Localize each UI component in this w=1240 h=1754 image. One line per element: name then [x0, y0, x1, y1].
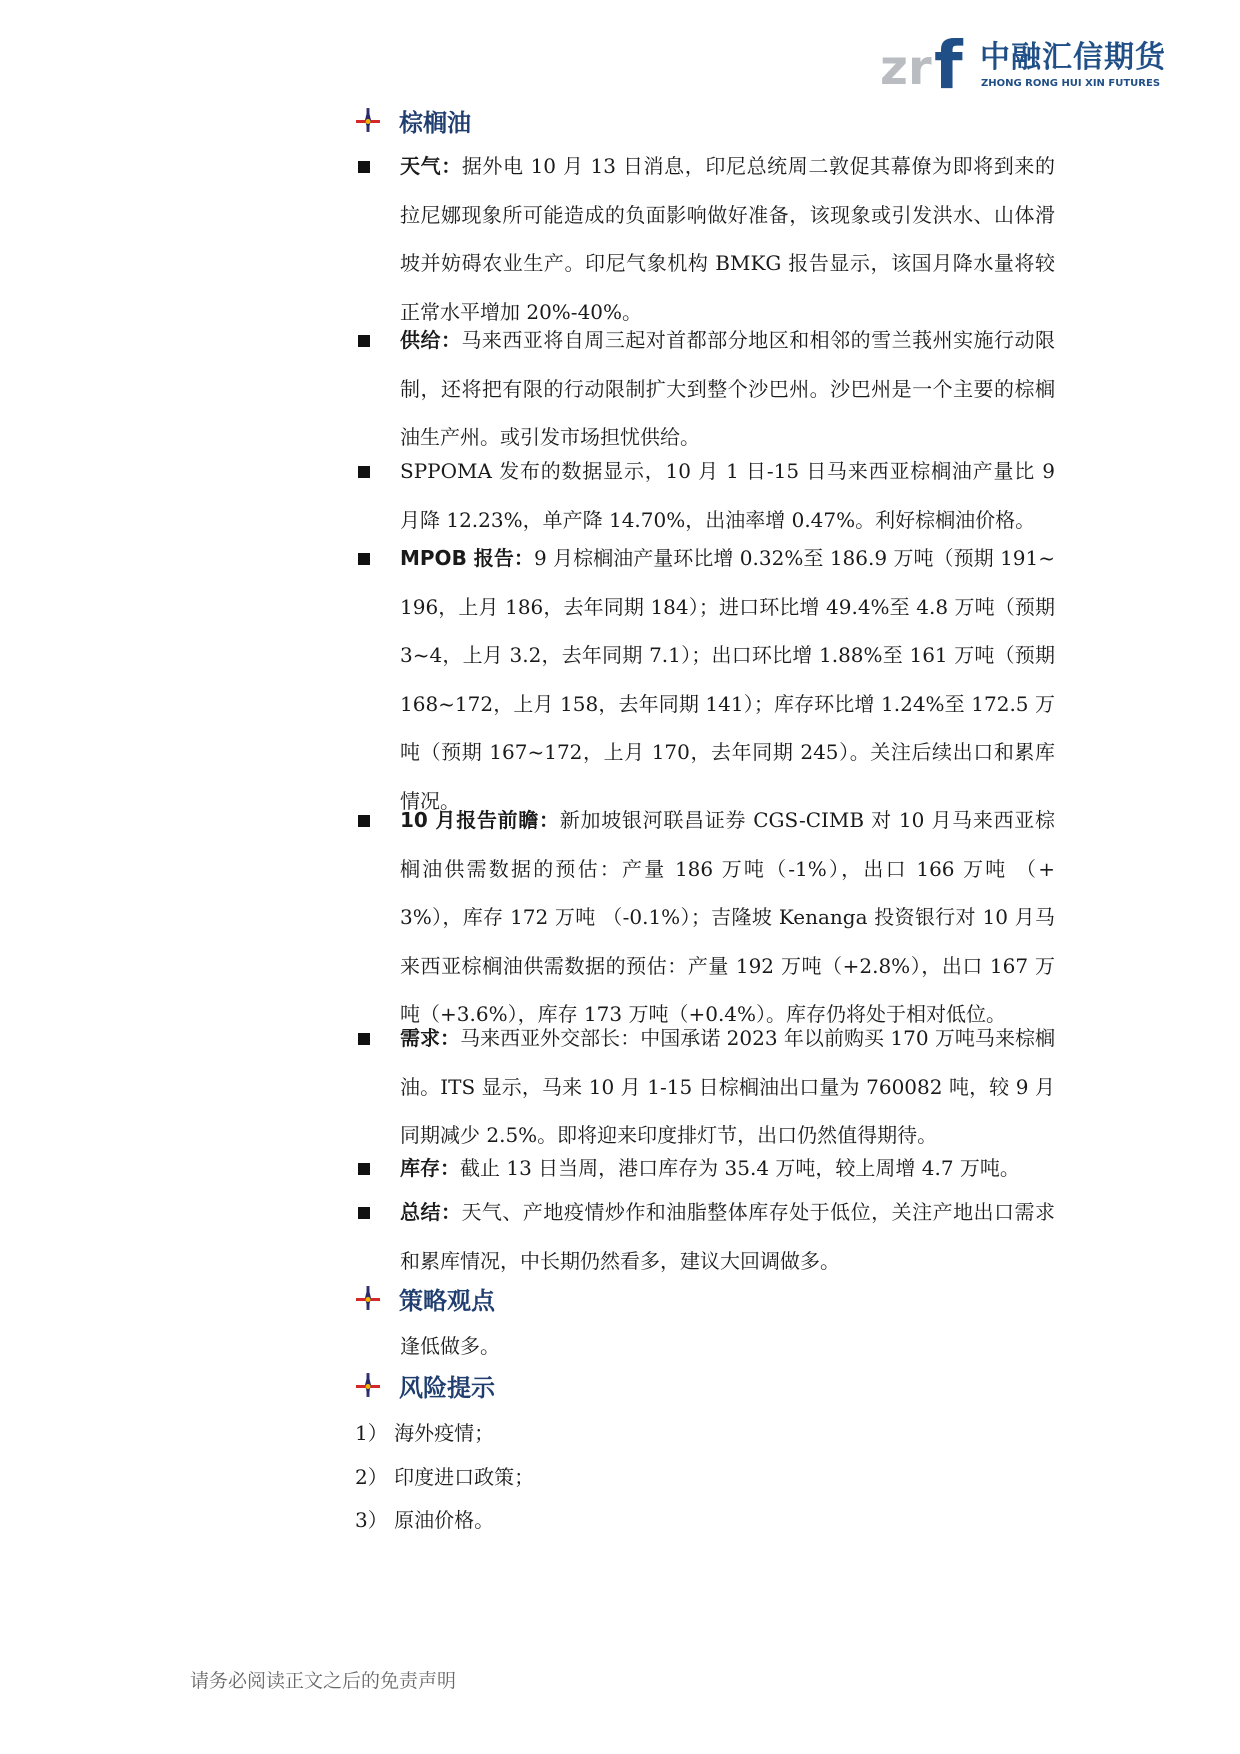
bullet-item-weather: [355, 142, 1055, 336]
bullet-item-mpob: [355, 534, 1055, 825]
logo-chinese-name: 中融汇信期货: [980, 40, 1166, 75]
bullet-body: 截止 13 日当周，港口库存为 35.4 万吨，较上周增 4.7 万吨。: [460, 1156, 1020, 1180]
section-title: 策略观点: [399, 1286, 495, 1315]
bullet-label: 库存：: [400, 1156, 460, 1180]
bullet-label: 总结：: [400, 1200, 462, 1224]
section-title: 棕榈油: [399, 108, 471, 137]
bullet-label: 10 月报告前瞻：: [400, 808, 560, 832]
bullet-item-summary: [355, 1188, 1055, 1285]
bullet-square-icon: [358, 553, 370, 565]
logo-english-name: ZHONG RONG HUI XIN FUTURES: [981, 78, 1161, 89]
section-diamond-icon: [355, 1372, 381, 1398]
bullet-text: [400, 1188, 1055, 1285]
bullet-square-icon: [358, 815, 370, 827]
bullet-body: 马来西亚将自周三起对首都部分地区和相邻的雪兰莪州实施行动限制，还将把有限的行动限制扩大到整个沙巴州。沙巴州是一个主要的棕榈油生产州。或引发市场担忧供给。: [400, 328, 1056, 449]
bullet-body: 马来西亚外交部长：中国承诺 2023 年以前购买 170 万吨马来棕榈油。ITS 显示，马来 10 月 1-15 日棕榈油出口量为 760082 吨，较 9 月同期减少 2.5%。即将迎来印度排灯节，出口仍然值得期待。: [400, 1026, 1055, 1147]
section-diamond-icon: [355, 107, 381, 133]
bullet-text: [400, 1014, 1055, 1160]
bullet-label: 供给：: [400, 328, 462, 352]
bullet-item-demand: [355, 1014, 1055, 1160]
bullet-text: [400, 534, 1055, 825]
bullet-item-supply: [355, 316, 1055, 462]
bullet-square-icon: [358, 1033, 370, 1045]
section-heading-strategy: [355, 1278, 495, 1318]
bullet-text: [400, 796, 1055, 1039]
bullet-item-sppoma: [355, 447, 1055, 544]
logo-mark-icon: [880, 26, 976, 104]
bullet-text: [400, 447, 1055, 544]
bullet-square-icon: [358, 1163, 370, 1175]
bullet-item-october-preview: [355, 796, 1055, 1039]
bullet-label: 天气：: [400, 154, 462, 178]
section-title: 风险提示: [399, 1373, 495, 1402]
bullet-label: 需求：: [400, 1026, 461, 1050]
bullet-body: 天气、产地疫情炒作和油脂整体库存处于低位，关注产地出口需求和累库情况，中长期仍然看多，建议大回调做多。: [400, 1200, 1056, 1273]
strategy-text: 逢低做多。: [400, 1334, 500, 1358]
section-heading-risk: [355, 1365, 495, 1405]
bullet-square-icon: [358, 466, 370, 478]
section-diamond-icon: [355, 1285, 381, 1311]
company-logo: [880, 26, 1170, 104]
risk-item: 1） 海外疫情；: [355, 1421, 495, 1445]
svg-text:zr: zr: [880, 40, 932, 96]
svg-text:f: f: [934, 27, 963, 104]
risk-item: 2） 印度进口政策；: [355, 1465, 535, 1489]
bullet-body: 据外电 10 月 13 日消息，印尼总统周二敦促其幕僚为即将到来的拉尼娜现象所可能造成的负面影响做好准备，该现象或引发洪水、山体滑坡并妨碍农业生产。印尼气象机构 BMKG 报告显示，该国月降水量将较正常水平增加 20%-40%。: [400, 154, 1056, 324]
bullet-text: [400, 1144, 1055, 1193]
footer-disclaimer: 请务必阅读正文之后的免责声明: [190, 1670, 457, 1692]
bullet-text: [400, 142, 1055, 336]
bullet-label: MPOB 报告：: [400, 546, 534, 570]
bullet-square-icon: [358, 1207, 370, 1219]
bullet-body: 新加坡银河联昌证券 CGS-CIMB 对 10 月马来西亚棕榈油供需数据的预估：产量 186 万吨（-1%），出口 166 万吨 （+3%），库存 172 万吨 （-0.1%）；吉隆坡 Kenanga 投资银行对 10 月马来西亚棕榈油供需数据的预估：产量 192 万吨（+2.8%），出口 167 万吨（+3.6%），库存 173 万吨（+0.4%）。库存仍将处于相对低位。: [400, 808, 1056, 1026]
risk-item: 3） 原油价格。: [355, 1508, 495, 1532]
bullet-body: SPPOMA 发布的数据显示，10 月 1 日-15 日马来西亚棕榈油产量比 9 月降 12.23%，单产降 14.70%，出油率增 0.47%。利好棕榈油价格。: [400, 459, 1055, 532]
bullet-body: 9 月棕榈油产量环比增 0.32%至 186.9 万吨（预期 191~196，上月 186，去年同期 184）；进口环比增 49.4%至 4.8 万吨（预期 3~4，上月 3.2，去年同期 7.1）；出口环比增 1.88%至 161 万吨（预期 168~172，上月 158，去年同期 141）；库存环比增 1.24%至 172.5 万吨（预期 167~172，上月 170，去年同期 245）。关注后续出口和累库情况。: [400, 546, 1055, 813]
bullet-square-icon: [358, 161, 370, 173]
section-heading-palm-oil: [355, 100, 471, 140]
bullet-item-inventory: [355, 1144, 1055, 1193]
bullet-text: [400, 316, 1055, 462]
bullet-square-icon: [358, 335, 370, 347]
